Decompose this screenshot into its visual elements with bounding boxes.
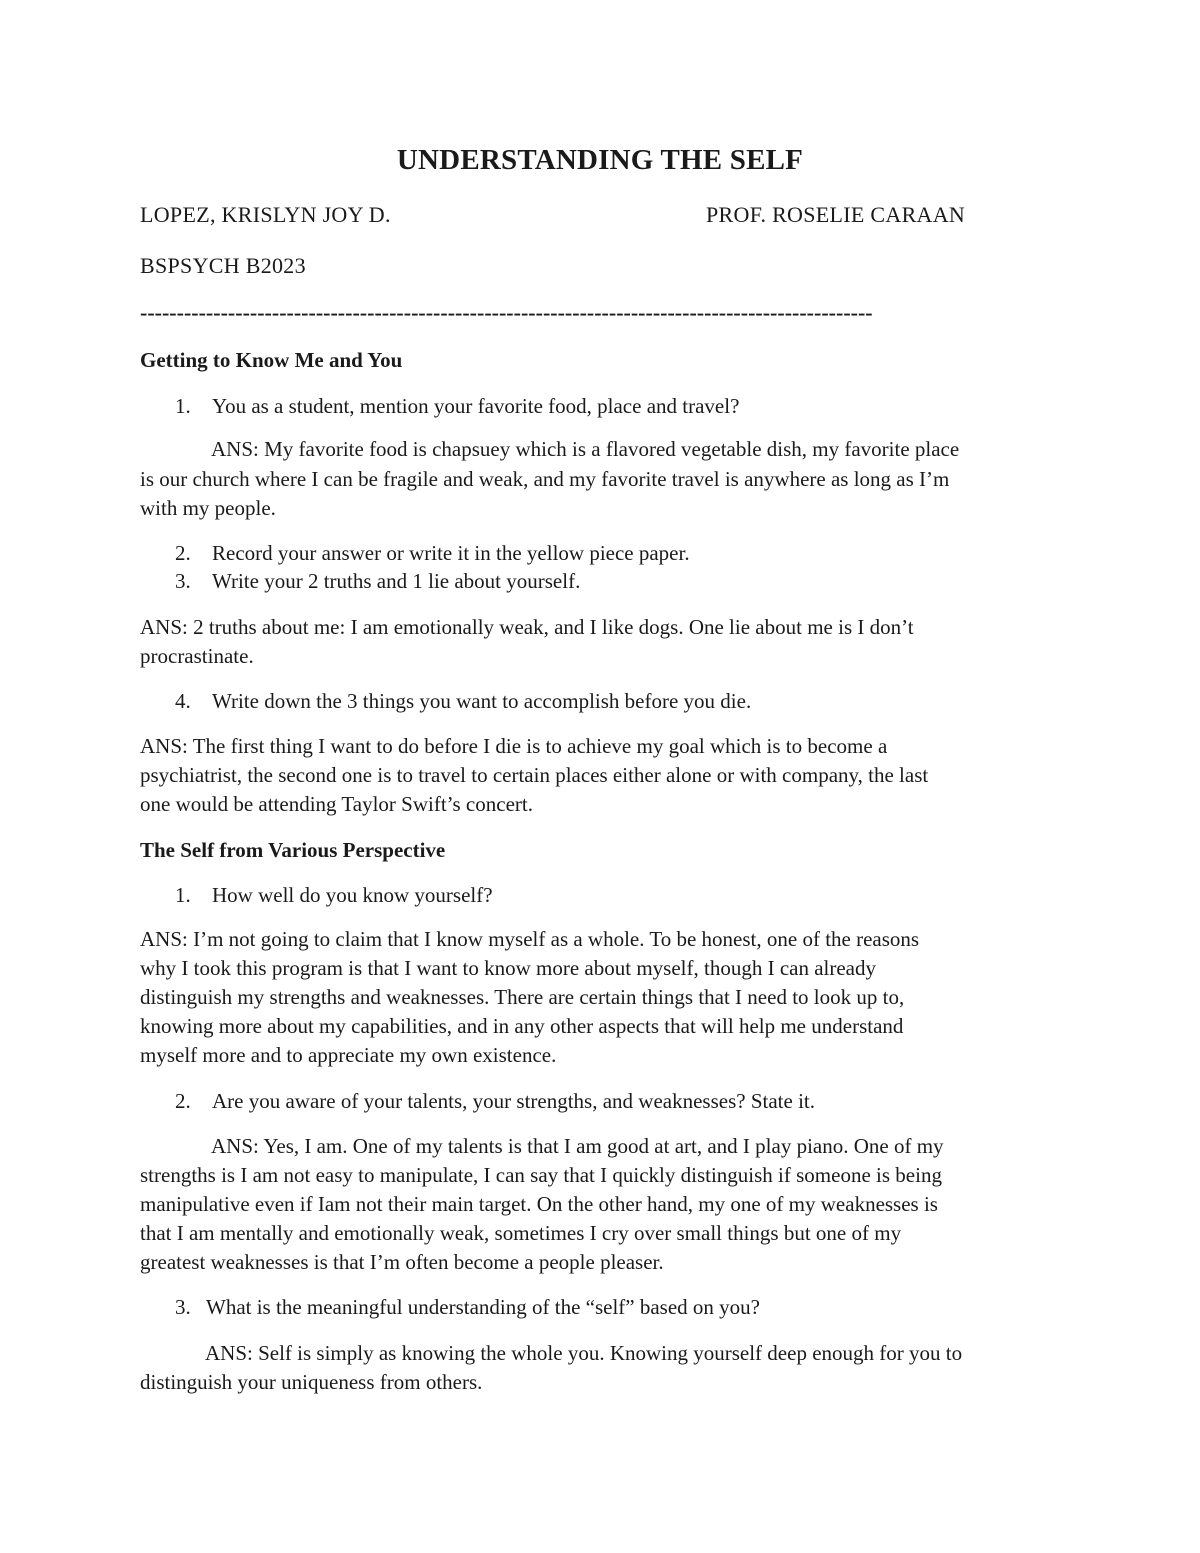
question-text: Write down the 3 things you want to accomplish before you die. xyxy=(212,689,752,713)
answer-line: ANS: 2 truths about me: I am emotionally weak, and I like dogs. One lie about me is I don’t xyxy=(140,615,914,639)
question-text: Are you aware of your talents, your strengths, and weaknesses? State it. xyxy=(212,1089,815,1113)
answer-line: why I took this program is that I want to know more about myself, though I can already xyxy=(140,956,877,980)
question-number: 4. xyxy=(175,689,191,713)
answer-line: psychiatrist, the second one is to travel to certain places either alone or with company, the last xyxy=(140,763,929,787)
answer-line: greatest weaknesses is that I’m often become a people pleaser. xyxy=(140,1250,664,1274)
answer-line: strengths is I am not easy to manipulate, I can say that I quickly distinguish if someone is being xyxy=(140,1163,942,1187)
question-text: How well do you know yourself? xyxy=(212,883,493,907)
professor-name: PROF. ROSELIE CARAAN xyxy=(706,202,966,227)
question-number: 3. xyxy=(175,1295,191,1319)
answer-line: ANS: My favorite food is chapsuey which is a flavored vegetable dish, my favorite place xyxy=(211,437,960,461)
student-name: LOPEZ, KRISLYN JOY D. xyxy=(140,202,391,227)
answer-line: ANS: Yes, I am. One of my talents is that I am good at art, and I play piano. One of my xyxy=(211,1134,944,1158)
question-text: You as a student, mention your favorite food, place and travel? xyxy=(212,394,740,418)
question-number: 3. xyxy=(175,569,191,593)
separator-line: ---------------------------------------------------------------------------------------------------- xyxy=(140,300,873,325)
answer-line: ANS: Self is simply as knowing the whole you. Knowing yourself deep enough for you to xyxy=(205,1341,963,1365)
answer-line: procrastinate. xyxy=(140,644,254,668)
answer-line: with my people. xyxy=(140,496,276,520)
question-number: 1. xyxy=(175,883,191,907)
question-number: 1. xyxy=(175,394,191,418)
answer-line: distinguish your uniqueness from others. xyxy=(140,1370,483,1394)
answer-line: manipulative even if Iam not their main target. On the other hand, my one of my weaknesses is xyxy=(140,1192,938,1216)
section-heading-getting-to-know: Getting to Know Me and You xyxy=(140,348,403,372)
question-number: 2. xyxy=(175,1089,191,1113)
question-text: What is the meaningful understanding of the “self” based on you? xyxy=(206,1295,760,1319)
answer-line: knowing more about my capabilities, and in any other aspects that will help me understand xyxy=(140,1014,904,1038)
answer-line: that I am mentally and emotionally weak, sometimes I cry over small things but one of my xyxy=(140,1221,902,1245)
question-text: Write your 2 truths and 1 lie about yourself. xyxy=(212,569,581,593)
answer-line: myself more and to appreciate my own existence. xyxy=(140,1043,557,1067)
answer-line: ANS: I’m not going to claim that I know myself as a whole. To be honest, one of the reasons xyxy=(140,927,920,951)
document-title: UNDERSTANDING THE SELF xyxy=(396,144,804,176)
section-heading-self-perspective: The Self from Various Perspective xyxy=(140,838,446,862)
question-text: Record your answer or write it in the yellow piece paper. xyxy=(212,541,690,565)
answer-line: is our church where I can be fragile and weak, and my favorite travel is anywhere as long as I’m xyxy=(140,467,950,491)
section-code: BSPSYCH B2023 xyxy=(140,253,306,278)
answer-line: ANS: The first thing I want to do before I die is to achieve my goal which is to become a xyxy=(140,734,888,758)
answer-line: distinguish my strengths and weaknesses. There are certain things that I need to look up to, xyxy=(140,985,905,1009)
answer-line: one would be attending Taylor Swift’s concert. xyxy=(140,792,533,816)
question-number: 2. xyxy=(175,541,191,565)
